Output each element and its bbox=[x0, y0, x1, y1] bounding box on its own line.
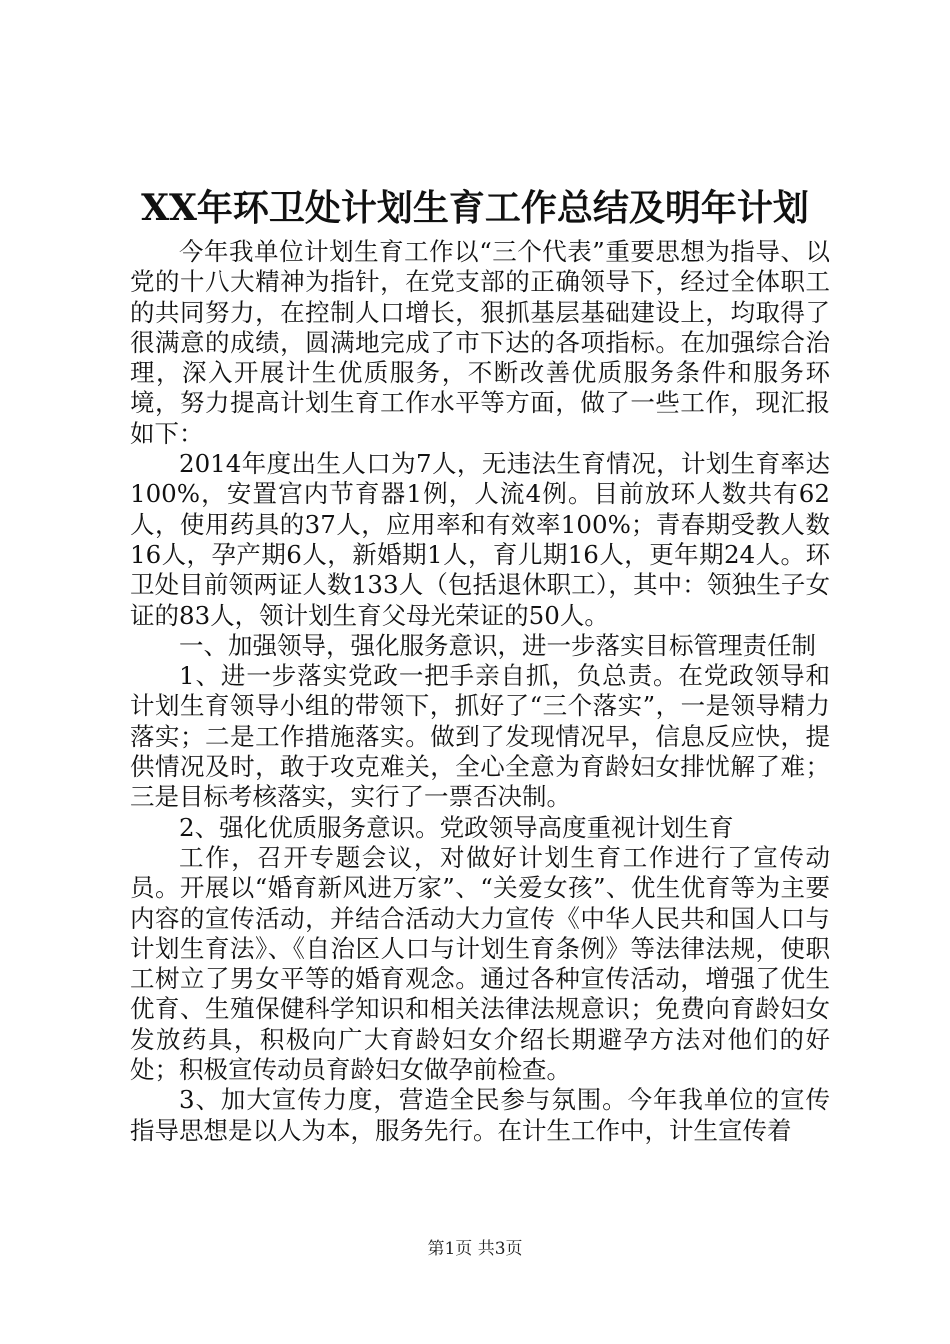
paragraph-intro: 今年我单位计划生育工作以“三个代表”重要思想为指导、以党的十八大精神为指针，在党支部的正确领导下，经过全体职工的共同努力，在控制人口增长，狠抓基层基础建设上，均取得了很满意的成绩，圆满地完成了市下达的各项指标。在加强综合治理，深入开展计生优质服务，不断改善优质服务条件和服务环境，努力提高计划生育工作水平等方面，做了一些工作，现汇报如下： bbox=[130, 237, 830, 448]
page-number-footer: 第1页 共3页 bbox=[427, 1239, 523, 1259]
paragraph-statistics: 2014年度出生人口为7人，无违法生育情况，计划生育率达100%，安置宫内节育器1例，人流4例。目前放环人数共有62人，使用药具的37人，应用率和有效率100%；青春期受教人数16人，孕产期6人，新婚期1人，育儿期16人，更年期24人。环卫处目前领两证人数133人（包括退休职工），其中：领独生子女证的83人，领计划生育父母光荣证的50人。 bbox=[130, 449, 830, 630]
document-title: XX年环卫处计划生育工作总结及明年计划 bbox=[141, 187, 809, 229]
paragraph-item-2: 2、强化优质服务意识。党政领导高度重视计划生育 bbox=[179, 812, 734, 842]
section-heading-1: 一、加强领导，强化服务意识，进一步落实目标管理责任制 bbox=[179, 630, 816, 660]
paragraph-item-3: 3、加大宣传力度，营造全民参与氛围。今年我单位的宣传指导思想是以人为本，服务先行。在计生工作中，计生宣传着 bbox=[130, 1085, 830, 1145]
document-body bbox=[130, 237, 830, 1146]
paragraph-item-1: 1、进一步落实党政一把手亲自抓，负总责。在党政领导和计划生育领导小组的带领下，抓好了“三个落实”，一是领导精力落实；二是工作措施落实。做到了发现情况早，信息反应快，提供情况及时，敢于攻克难关，全心全意为育龄妇女排忧解了难；三是目标考核落实，实行了一票否决制。 bbox=[130, 661, 830, 812]
paragraph-item-2-continued: 工作，召开专题会议，对做好计划生育工作进行了宣传动员。开展以“婚育新风进万家”、“关爱女孩”、优生优育等为主要内容的宣传活动，并结合活动大力宣传《中华人民共和国人口与计划生育法》、《自治区人口与计划生育条例》等法律法规，使职工树立了男女平等的婚育观念。通过各种宣传活动，增强了优生优育、生殖保健科学知识和相关法律法规意识；免费向育龄妇女发放药具，积极向广大育龄妇女介绍长期避孕方法对他们的好处；积极宣传动员育龄妇女做孕前检查。 bbox=[130, 842, 830, 1085]
